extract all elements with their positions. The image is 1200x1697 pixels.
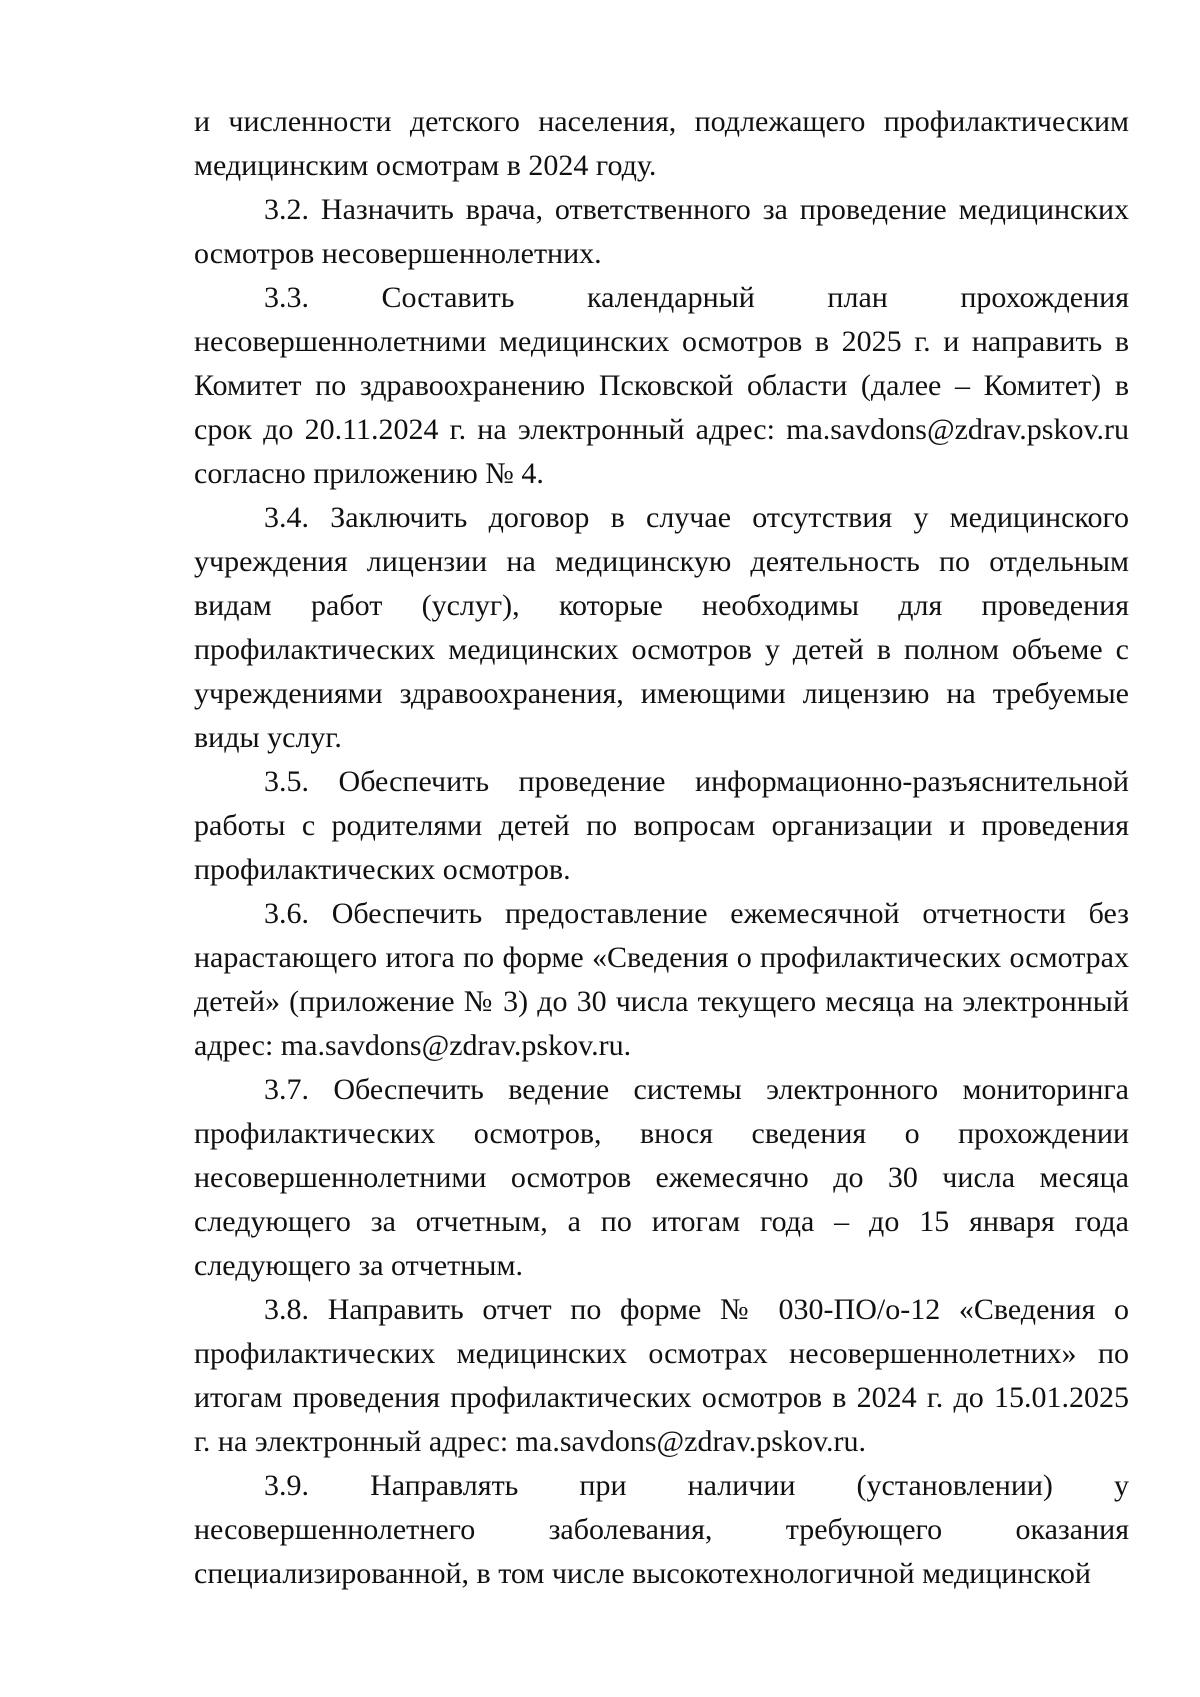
paragraph-3-5: 3.5. Обеспечить проведение информационно-разъяснительной работы с родителями детей по вопросам организации и проведения профилактических осмотров. — [194, 765, 1129, 886]
paragraph-3-4: 3.4. Заключить договор в случае отсутствия у медицинского учреждения лицензии на медицинскую деятельность по отдельным видам работ (услуг), которые необходимы для проведения профилактических медицинских осмотров у детей в полном объеме с учреждениями здравоохранения, имеющими лицензию на требуемые виды услуг. — [194, 501, 1129, 754]
document-body — [194, 100, 1129, 1596]
paragraph-3-9: 3.9. Направлять при наличии (установлении) у несовершеннолетнего заболевания, требующего оказания специализированной, в том числе высокотехнологичной медицинской — [194, 1469, 1129, 1590]
paragraph-3-7: 3.7. Обеспечить ведение системы электронного мониторинга профилактических осмотров, внося сведения о прохождении несовершеннолетними осмотров ежемесячно до 30 числа месяца следующего за отчетным, а по итогам года – до 15 января года следующего за отчетным. — [194, 1073, 1129, 1282]
paragraph-3-2: 3.2. Назначить врача, ответственного за проведение медицинских осмотров несовершеннолетних. — [194, 193, 1129, 270]
paragraph-continuation: и численности детского населения, подлежащего профилактическим медицинским осмотрам в 2024 году. — [194, 105, 1129, 182]
paragraph-3-6: 3.6. Обеспечить предоставление ежемесячной отчетности без нарастающего итога по форме «Сведения о профилактических осмотрах детей» (приложение № 3) до 30 числа текущего месяца на электронный адрес: ma.savdons@zdrav.pskov.ru. — [194, 897, 1129, 1062]
paragraph-3-3: 3.3. Составить календарный план прохождения несовершеннолетними медицинских осмотров в 2025 г. и направить в Комитет по здравоохранению Псковской области (далее – Комитет) в срок до 20.11.2024 г. на электронный адрес: ma.savdons@zdrav.pskov.ru согласно приложению № 4. — [194, 281, 1129, 490]
paragraph-3-8: 3.8. Направить отчет по форме № 030-ПО/о-12 «Сведения о профилактических медицинских осмотрах несовершеннолетних» по итогам проведения профилактических осмотров в 2024 г. до 15.01.2025 г. на электронный адрес: ma.savdons@zdrav.pskov.ru. — [194, 1293, 1129, 1458]
